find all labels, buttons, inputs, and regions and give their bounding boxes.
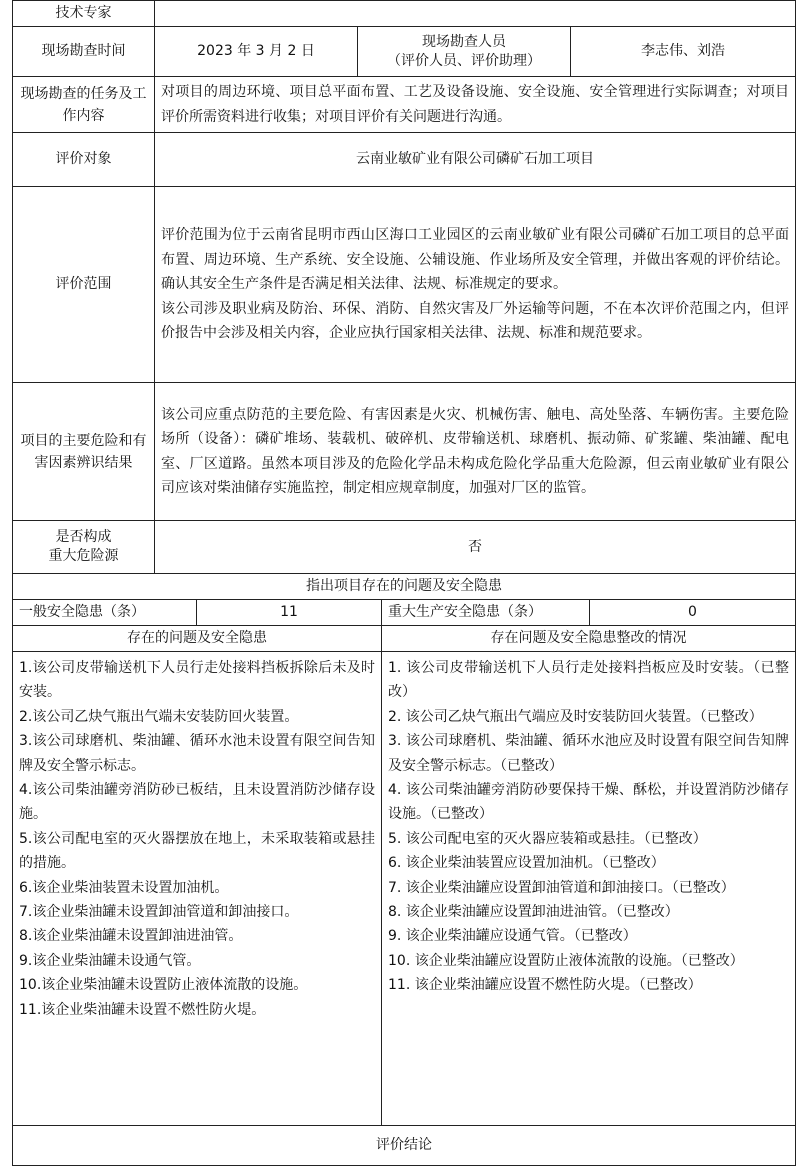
- rectification-item: 7. 该企业柴油罐应设置卸油管道和卸油接口。（已整改）: [388, 879, 735, 896]
- issue-count-row: [13, 600, 796, 626]
- survey-staff-label-line2: （评价人员、评价助理）: [387, 52, 541, 69]
- conclusion-title: 评价结论: [13, 1126, 796, 1166]
- general-hazard-label: 一般安全隐患（条）: [13, 600, 197, 626]
- major-production-hazard-count: 0: [590, 600, 796, 626]
- rectification-list: [382, 652, 796, 1126]
- task-value: 对项目的周边环境、项目总平面布置、工艺及设备设施、安全设施、安全管理进行实际调查；对项目评价所需资料进行收集；对项目评价有关问题进行沟通。: [155, 77, 796, 133]
- major-hazard-label: [13, 521, 155, 574]
- problems-list: [13, 652, 382, 1126]
- expert-row: [13, 1, 796, 27]
- problem-item: 8.该企业柴油罐未设置卸油进油管。: [19, 928, 243, 945]
- survey-time-value: 2023 年 3 月 2 日: [155, 27, 358, 77]
- scope-paragraph-2: 该公司涉及职业病及防治、环保、消防、自然灾害及厂外运输等问题，不在本次评价范围之内，但评价报告中会涉及相关内容，企业应执行国家相关法律、法规、标准和规范要求。: [161, 300, 790, 342]
- task-label: 现场勘查的任务及工作内容: [13, 77, 155, 133]
- problem-item: 5.该公司配电室的灭火器摆放在地上，未采取装箱或悬挂的措施。: [19, 830, 375, 872]
- rectification-item: 9. 该企业柴油罐应设通气管。（已整改）: [388, 928, 637, 945]
- survey-time-label: 现场勘查时间: [13, 27, 155, 77]
- rectification-item: 2. 该公司乙炔气瓶出气端应及时安装防回火装置。（已整改）: [388, 708, 763, 725]
- rectification-header: 存在问题及安全隐患整改的情况: [382, 626, 796, 652]
- major-hazard-value: 否: [155, 521, 796, 574]
- issues-title-row: [13, 574, 796, 600]
- object-value: 云南业敏矿业有限公司磷矿石加工项目: [155, 133, 796, 187]
- expert-label: 技术专家: [13, 1, 155, 27]
- problem-item: 7.该企业柴油罐未设置卸油管道和卸油接口。: [19, 904, 299, 921]
- rectification-item: 6. 该企业柴油装置应设置加油机。（已整改）: [388, 855, 665, 872]
- rectification-item: 1. 该公司皮带输送机下人员行走处接料挡板应及时安装。（已整改）: [388, 660, 789, 701]
- rectification-item: 11. 该企业柴油罐应设置不燃性防火堤。（已整改）: [388, 977, 702, 994]
- rectification-item: 8. 该企业柴油罐应设置卸油进油管。（已整改）: [388, 904, 679, 921]
- issues-body-row: [13, 652, 796, 1126]
- conclusion-row: [13, 1126, 796, 1166]
- problem-item: 4.该公司柴油罐旁消防砂已板结，且未设置消防沙储存设施。: [19, 782, 375, 823]
- survey-staff-value: 李志伟、刘浩: [571, 27, 796, 77]
- problems-header: 存在的问题及安全隐患: [13, 626, 382, 652]
- problem-item: 9.该企业柴油罐未设通气管。: [19, 952, 201, 969]
- major-hazard-label-line1: 是否构成: [55, 529, 112, 545]
- scope-row: [13, 187, 796, 383]
- rectification-item: 3. 该公司球磨机、柴油罐、循环水池应及时设置有限空间告知牌及安全警示标志。（已整改）: [388, 733, 789, 774]
- hazard-label: 项目的主要危险和有害因素辨识结果: [13, 383, 155, 521]
- issues-section-title: 指出项目存在的问题及安全隐患: [13, 574, 796, 600]
- site-survey-table: [12, 0, 796, 574]
- hazard-row: [13, 383, 796, 521]
- survey-time-row: [13, 27, 796, 77]
- expert-value: [155, 1, 796, 27]
- survey-staff-label: [358, 27, 571, 77]
- issues-table: [12, 573, 796, 1166]
- task-row: [13, 77, 796, 133]
- assessment-form: [12, 0, 795, 1166]
- problem-item: 2.该公司乙炔气瓶出气端未安装防回火装置。: [19, 708, 299, 725]
- rectification-item: 5. 该公司配电室的灭火器应装箱或悬挂。（已整改）: [388, 830, 707, 847]
- hazard-value: 该公司应重点防范的主要危险、有害因素是火灾、机械伤害、触电、高处坠落、车辆伤害。主要危险场所（设备）：磷矿堆场、装载机、破碎机、皮带输送机、球磨机、振动筛、矿浆罐、柴油罐、配电室、厂区道路。虽然本项目涉及的危险化学品未构成危险化学品重大危险源，但云南业敏矿业有限公司应该对柴油储存实施监控，制定相应规章制度，加强对厂区的监管。: [155, 383, 796, 521]
- problem-item: 3.该公司球磨机、柴油罐、循环水池未设置有限空间告知牌及安全警示标志。: [19, 733, 375, 774]
- survey-staff-label-line1: 现场勘查人员: [422, 33, 506, 50]
- problem-item: 10.该企业柴油罐未设置防止液体流散的设施。: [19, 977, 308, 994]
- object-label: 评价对象: [13, 133, 155, 187]
- problem-item: 1.该公司皮带输送机下人员行走处接料挡板拆除后未及时安装。: [19, 660, 375, 701]
- major-hazard-row: [13, 521, 796, 574]
- scope-value: [155, 187, 796, 383]
- general-hazard-count: 11: [197, 600, 382, 626]
- scope-paragraph-1: 评价范围为位于云南省昆明市西山区海口工业园区的云南业敏矿业有限公司磷矿石加工项目的总平面布置、周边环境、生产系统、安全设施、公辅设施、作业场所及安全管理，并做出客观的评价结论。确认其安全生产条件是否满足相关法律、法规、标准规定的要求。: [161, 227, 790, 293]
- major-production-hazard-label: 重大生产安全隐患（条）: [382, 600, 590, 626]
- rectification-item: 10. 该企业柴油罐应设置防止液体流散的设施。（已整改）: [388, 952, 744, 969]
- major-hazard-label-line2: 重大危险源: [48, 548, 119, 564]
- issues-header-row: [13, 626, 796, 652]
- problem-item: 6.该企业柴油装置未设置加油机。: [19, 879, 229, 896]
- problem-item: 11.该企业柴油罐未设置不燃性防火堤。: [19, 1001, 266, 1018]
- scope-label: 评价范围: [13, 187, 155, 383]
- rectification-item: 4. 该公司柴油罐旁消防砂要保持干燥、酥松，并设置消防沙储存设施。（已整改）: [388, 782, 789, 823]
- object-row: [13, 133, 796, 187]
